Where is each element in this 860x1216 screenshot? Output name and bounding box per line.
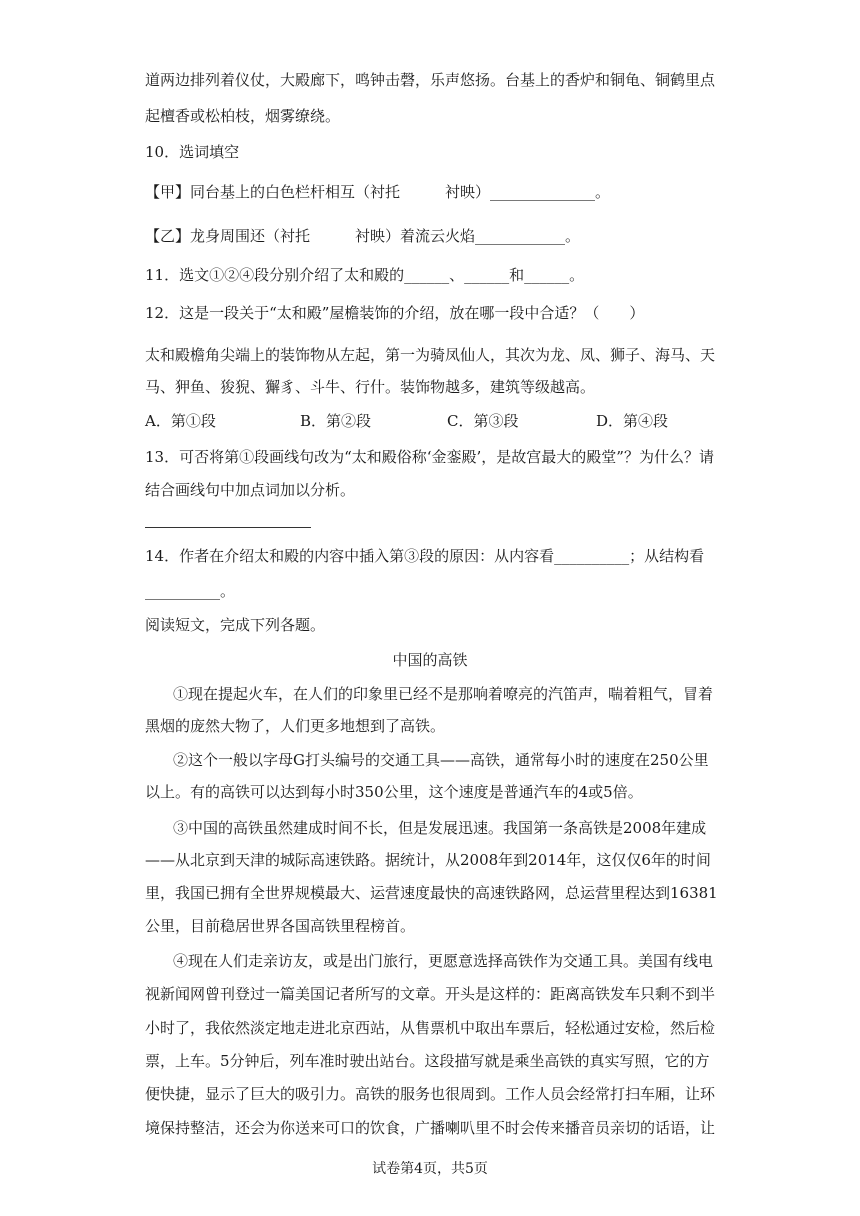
article-line: 公里，目前稳居世界各国高铁里程榜首。 <box>145 917 416 935</box>
article-line: ②这个一般以字母G打头编号的交通工具——高铁，通常每小时的速度在250公里 <box>173 751 709 769</box>
article-line: 境保持整洁，还会为你送来可口的饮食，广播喇叭里不时会传来播音员亲切的话语，让 <box>145 1119 716 1137</box>
article-line: ③中国的高铁虽然建成时间不长，但是发展迅速。我国第一条高铁是2008年建成 <box>173 819 707 837</box>
option-c: C．第③段 <box>447 412 519 430</box>
question-12-stem: 12．这是一段关于“太和殿”屋檐装饰的介绍，放在哪一段中合适？（ ） <box>145 304 645 322</box>
passage-line: 起檀香或松柏枝，烟雾缭绕。 <box>145 107 341 125</box>
article-line: ④现在人们走亲访友，或是出门旅行，更愿意选择高铁作为交通工具。美国有线电 <box>173 952 714 970</box>
article-line: ——从北京到天津的城际高速铁路。据统计，从2008年到2014年，这仅仅6年的时间 <box>145 851 711 869</box>
question-12-text: 太和殿檐角尖端上的装饰物从左起，第一为骑凤仙人，其次为龙、凤、狮子、海马、天 <box>145 346 716 364</box>
article-line: 里，我国已拥有全世界规模最大、运营速度最快的高速铁路网，总运营里程达到16381 <box>145 884 718 902</box>
question-10-yi: 【乙】龙身周围还（衬托 衬映）着流云火焰____________。 <box>145 227 581 245</box>
question-12-text: 马、狎鱼、狻猊、獬豸、斗牛、行什。装饰物越多，建筑等级越高。 <box>145 378 596 396</box>
article-line: 视新闻网曾刊登过一篇美国记者所写的文章。开头是这样的：距离高铁发车只剩不到半 <box>145 985 716 1003</box>
question-10-jia: 【甲】同台基上的白色栏杆相互（衬托 衬映）______________。 <box>145 183 611 201</box>
question-10-title: 10．选词填空 <box>145 143 240 161</box>
option-a: A．第①段 <box>145 412 216 430</box>
question-14: __________。 <box>145 582 236 600</box>
article-title: 中国的高铁 <box>392 651 468 669</box>
article-line: 黑烟的庞然大物了，人们更多地想到了高铁。 <box>145 717 446 735</box>
answer-line <box>145 527 311 528</box>
article-line: 便快捷，显示了巨大的吸引力。高铁的服务也很周到。工作人员会经常打扫车厢，让环 <box>145 1085 716 1103</box>
article-line: ①现在提起火车，在人们的印象里已经不是那响着嘹亮的汽笛声，喘着粗气，冒着 <box>173 685 714 703</box>
question-13: 结合画线句中加点词加以分析。 <box>145 481 356 499</box>
option-b: B．第②段 <box>300 412 372 430</box>
article-line: 票，上车。5分钟后，列车准时驶出站台。这段描写就是乘坐高铁的真实写照，它的方 <box>145 1052 710 1070</box>
question-12-options <box>145 411 725 431</box>
question-13: 13．可否将第①段画线句改为“太和殿俗称‘金銮殿’，是故宫最大的殿堂”？为什么？请 <box>145 448 714 466</box>
option-d: D．第④段 <box>596 412 669 430</box>
page-footer: 试卷第4页，共5页 <box>372 1161 488 1177</box>
article-line: 小时了，我依然淡定地走进北京西站，从售票机中取出车票后，轻松通过安检，然后检 <box>145 1019 716 1037</box>
question-11: 11．选文①②④段分别介绍了太和殿的______、______和______。 <box>145 266 585 284</box>
reading-instruction: 阅读短文，完成下列各题。 <box>145 616 326 634</box>
question-14: 14．作者在介绍太和殿的内容中插入第③段的原因：从内容看__________；从结构看 <box>145 547 705 565</box>
article-line: 以上。有的高铁可以达到每小时350公里，这个速度是普通汽车的4或5倍。 <box>145 783 643 801</box>
passage-line: 道两边排列着仪仗，大殿廊下，鸣钟击磬，乐声悠扬。台基上的香炉和铜龟、铜鹤里点 <box>145 71 716 89</box>
